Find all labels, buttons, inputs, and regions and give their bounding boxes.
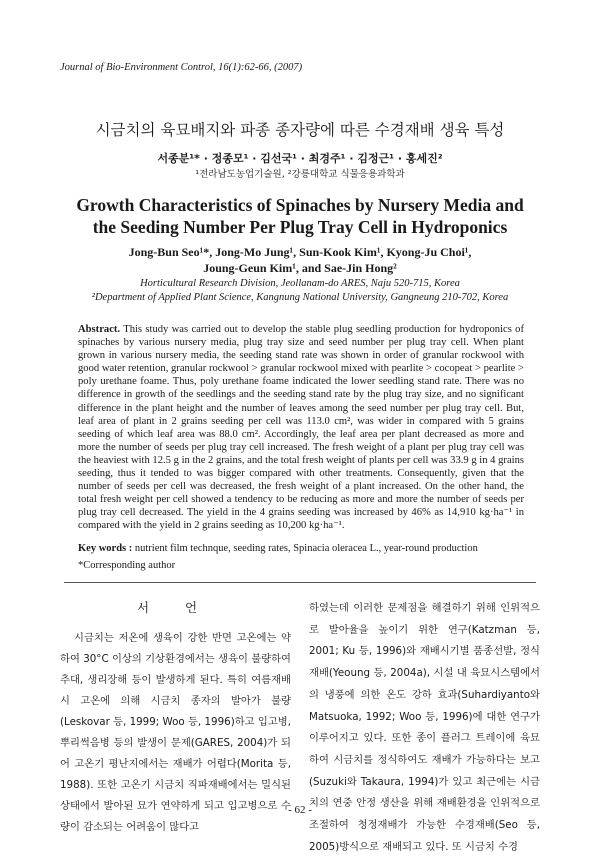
- corresponding-author-note: *Corresponding author: [78, 560, 176, 571]
- keywords: [78, 543, 524, 554]
- english-affiliations: [0, 277, 600, 305]
- english-authors-line-2: Joung-Geun Kim¹, and Sae-Jin Hong²: [203, 261, 397, 275]
- introduction-left-column: 시금치는 저온에 생육이 강한 반면 고온에는 약하여 30°C 이상의 기상환경에서는 생육이 불량하여 추대, 생리장해 등이 발생하게 된다. 특히 여름재배시 고온에 의해 시금치 종자의 발아가 불량(Leskovar 등, 1999; Woo 등, 1996)하고 입고병, 뿌리썩음병 등의 발생이 문제(GARES, 2004)가 되어 고온기 평난지에서는 재배가 어렵다(Morita 등, 1988). 또한 고온기 시금치 직파재배에서는 밀식된 상태에서 발아된 묘가 연약하게 되고 입고병으로 수량이 감소되는 어려움이 많다고: [60, 632, 291, 833]
- english-authors-line-1: Jong-Bun Seo¹*, Jong-Mo Jung¹, Sun-Kook Kim¹, Kyong-Ju Choi¹,: [128, 245, 472, 259]
- abstract: [78, 323, 524, 533]
- english-affiliation-1: Horticultural Research Division, Jeollanam-do ARES, Naju 520-715, Korea: [140, 278, 460, 289]
- page-number: - 62 -: [288, 804, 312, 816]
- korean-authors: 서종분¹* · 정종모¹ · 김선국¹ · 최경주¹ · 김정근¹ · 홍세진²: [157, 152, 443, 165]
- section-heading-introduction: 서 언: [136, 600, 214, 615]
- english-title-line-1: Growth Characteristics of Spinaches by Nursery Media and: [76, 195, 524, 215]
- korean-title: 시금치의 육묘배지와 파종 종자량에 따른 수경재배 생육 특성: [95, 121, 505, 139]
- english-title: [0, 194, 600, 238]
- introduction-right-column: 하였는데 이러한 문제점을 해결하기 위해 인위적으로 발아율을 높이기 위한 연구(Katzman 등, 2001; Ku 등, 1996)와 재배시기별 품종선발, 정식재배(Yeoung 등, 2004a), 시설 내 육묘시스템에서의 냉풍에 의한 온도 강하 효과(Suhardiyanto와 Matsuoka, 1992; Woo 등, 1996)에 대한 연구가 이루어지고 있다. 또한 종이 플러그 트레이에 육묘하여 시금치를 정식하여도 재배가 가능하다는 보고(Suzuki와 Takaura, 1994)가 있고 최근에는 시금치의 연중 안정 생산을 위해 재배환경을 인위적으로 조절하여 청정재배가 가능한 수경재배(Seo 등, 2005)방식으로 재배되고 있다. 또 시금치 수경: [309, 602, 540, 853]
- keywords-label: Key words :: [78, 543, 133, 554]
- abstract-label: Abstract.: [78, 324, 121, 335]
- abstract-body: This study was carried out to develop the stable plug seedling production for hydroponics of spinaches by various nursery media, plug tray size and seed number per plug tray cell. When plant grown in various nursery media, the seeding stand rate was shown in order of granular rockwool with good water retention, granular rockwool > granular rockwool mixed with pearlite > cocopeat > pearlite > poly urethane foame. Thus, poly urethane foame indicated the lower seedling stand rate. There was no difference in growth of the seedlings and the seeding stand rate by the plug tray size, and no significant difference in the plant height and the number of leaves among the seed number per plug tray cell. But, leaf area of plant in 2 grains seeding per cell was 113.0 cm², was wider in compared with 5 grains seeding of which leaf area was 88.0 cm². Accordingly, the leaf area per plant decreased as more and more the number of seeds per plug tray cell increased. The fresh weight of a plant per plug tray cell was the heaviest with 12.5 g in the 2 grains, and the total fresh weight of plants per cell was 33.9 g in 4 grains seeding, thus it tended to was bigger compared with other treatments. Consequently, given that the number of seeds per cell was decreased, the fresh weight of a plant increased. On the other hand, the total fresh weight per cell showed a tendency to be reducing as more and more the number of seeds per plug tray cell decreased. The yield in the 4 grains seeding was increased by 46% as 14,910 kg·ha⁻¹ in compared with the yield in 2 grains seeding as 10,200 kg·ha⁻¹.: [78, 324, 525, 532]
- english-title-line-2: the Seeding Number Per Plug Tray Cell in Hydroponics: [92, 217, 508, 237]
- korean-affiliations: ¹전라남도농업기술원, ²강릉대학교 식물응용과학과: [195, 169, 405, 180]
- english-authors: [0, 244, 600, 276]
- keywords-text: nutrient film technque, seeding rates, Spinacia oleracea L., year-round production: [134, 543, 478, 554]
- english-affiliation-2: ²Department of Applied Plant Science, Kangnung National University, Gangneung 210-702, Korea: [91, 292, 509, 303]
- section-divider: [64, 582, 536, 583]
- journal-citation: Journal of Bio-Environment Control, 16(1):62-66, (2007): [60, 62, 303, 73]
